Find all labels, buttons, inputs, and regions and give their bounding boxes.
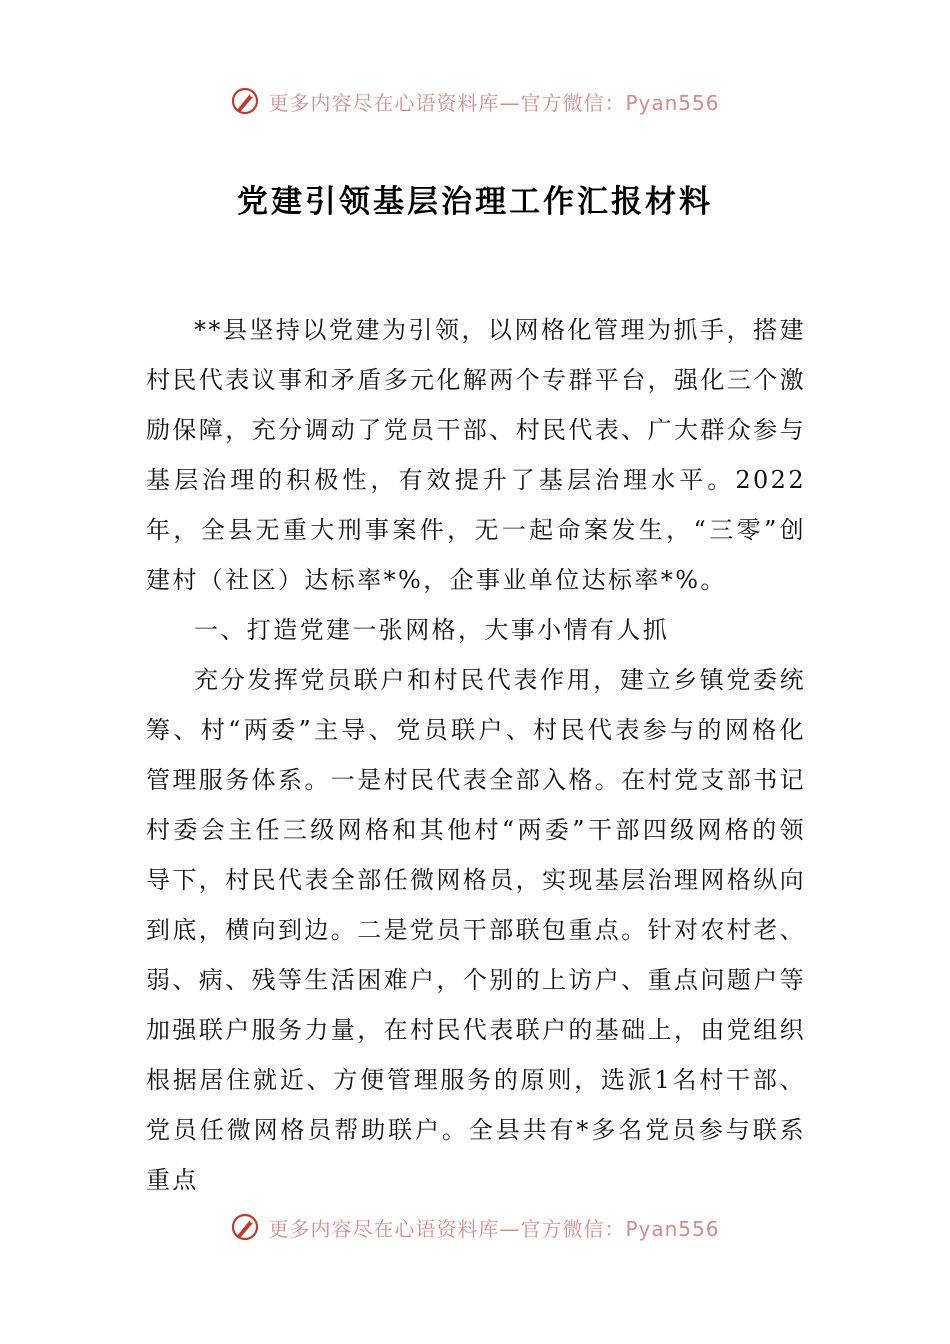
- pen-nib-circle-icon: [230, 86, 260, 116]
- paragraph-section-1: 充分发挥党员联户和村民代表作用，建立乡镇党委统筹、村“两委”主导、党员联户、村民代表参与的网格化管理服务体系。一是村民代表全部入格。在村党支部书记村委会主任三级网格和其他村“两委”干部四级网格的领导下，村民代表全部任微网格员，实现基层治理网格纵向到底，横向到边。二是党员干部联包重点。针对农村老、弱、病、残等生活困难户，个别的上访户、重点问题户等加强联户服务力量，在村民代表联户的基础上，由党组织根据居住就近、方便管理服务的原则，选派1名村干部、党员任微网格员帮助联户。全县共有*多名党员参与联系重点: [146, 666, 806, 1194]
- pen-nib-circle-icon: [230, 1212, 260, 1242]
- watermark-text: 更多内容尽在心语资料库—官方微信：Pyan556: [268, 90, 720, 115]
- watermark-header: [0, 86, 950, 116]
- watermark-footer: [0, 1212, 950, 1242]
- document-title: 党建引领基层治理工作汇报材料: [237, 184, 713, 220]
- watermark-text: 更多内容尽在心语资料库—官方微信：Pyan556: [268, 1216, 720, 1241]
- paragraph-intro: **县坚持以党建为引领，以网格化管理为抓手，搭建村民代表议事和矛盾多元化解两个专群平台，强化三个激励保障，充分调动了党员干部、村民代表、广大群众参与基层治理的积极性，有效提升了基层治理水平。2022年，全县无重大刑事案件，无一起命案发生，“三零”创建村（社区）达标率*%，企事业单位达标率*%。: [146, 316, 806, 594]
- document-body: [146, 305, 806, 1205]
- section-heading-1: 一、打造党建一张网格，大事小情有人抓: [194, 616, 670, 644]
